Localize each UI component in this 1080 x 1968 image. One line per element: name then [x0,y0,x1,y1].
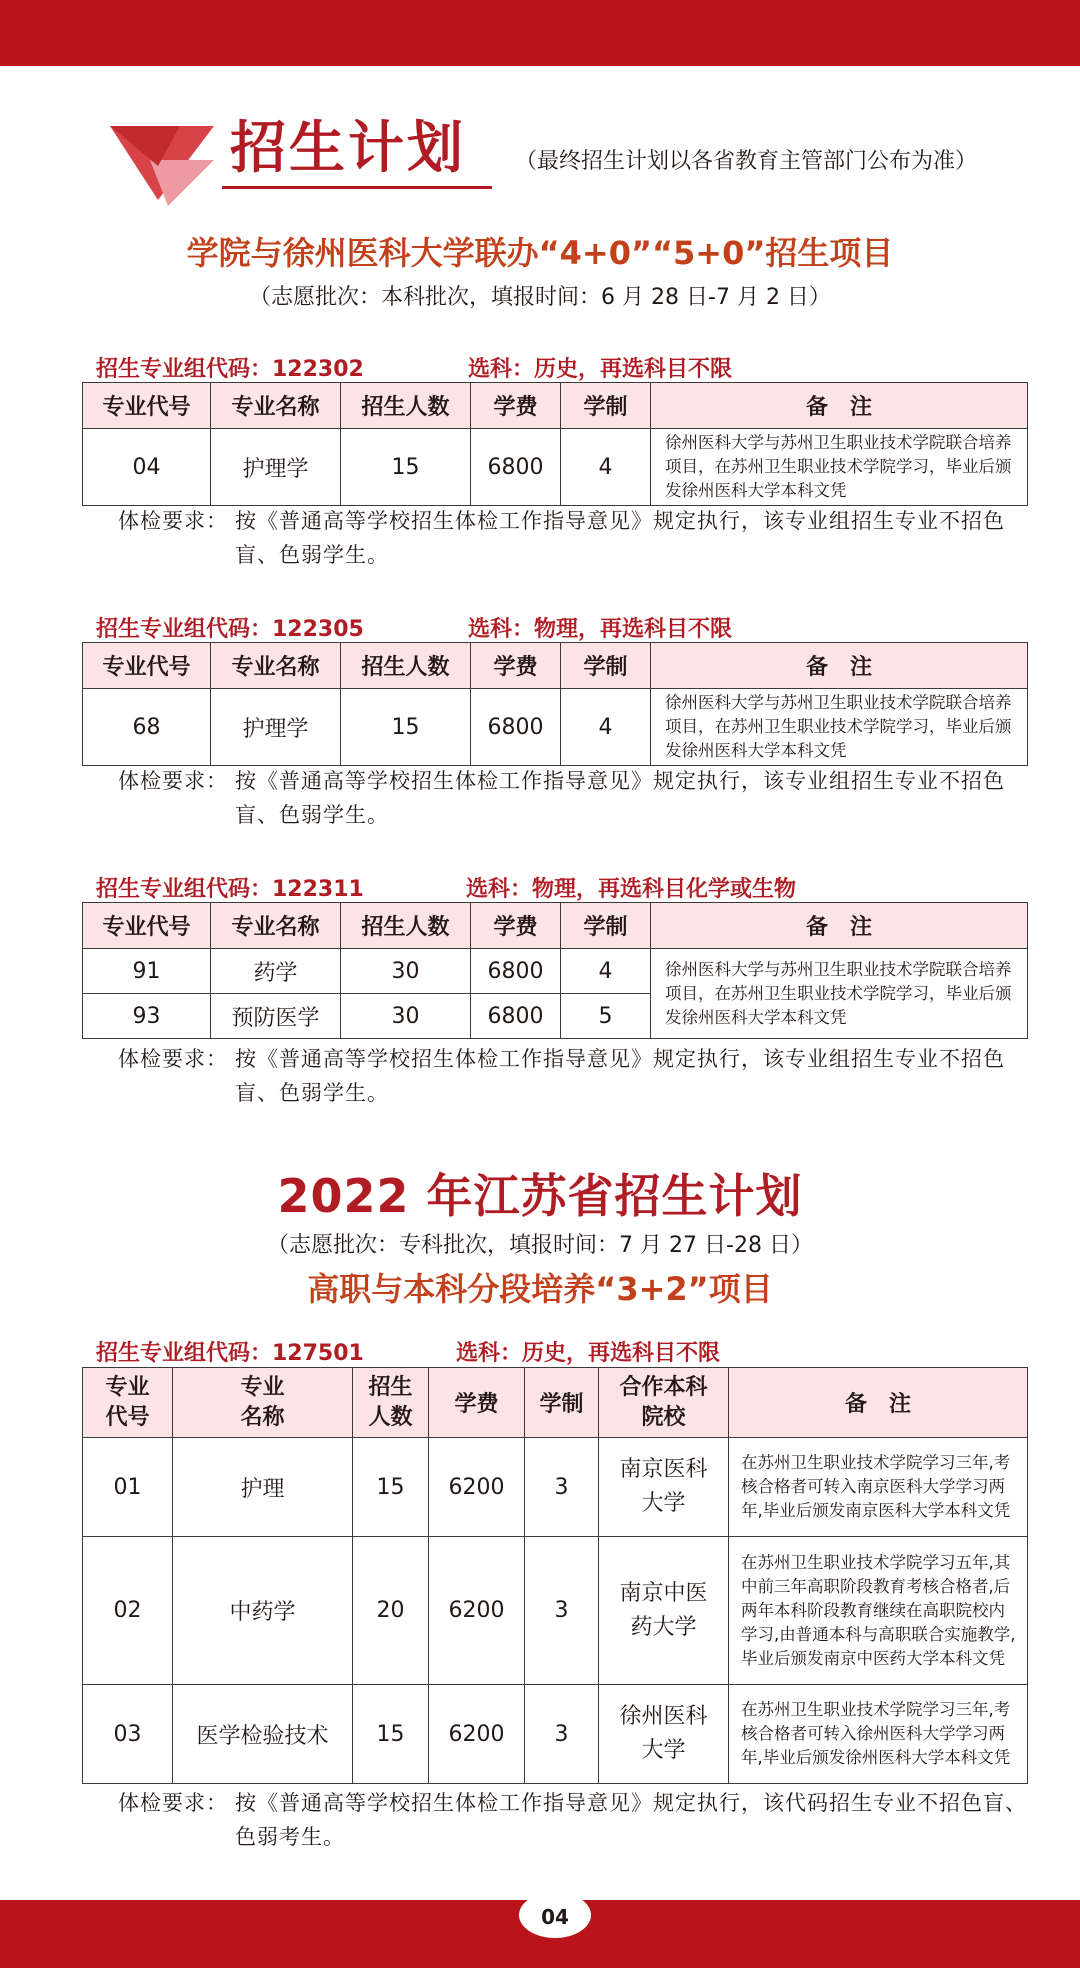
cell-note: 在苏州卫生职业技术学院学习五年,其中前三年高职阶段教育考核合格者,后两年本科阶段教育继续在高职院校内学习,由普通本科与高职联合实施教学,毕业后颁发南京中医药大学本科文凭 [729,1537,1028,1685]
requirement-text: 按《普通高等学校招生体检工作指导意见》规定执行，该专业组招生专业不招色盲、色弱学生。 [235,509,1005,567]
group-code-label: 招生专业组代码：127501 [96,1341,364,1366]
title-underline [222,186,492,189]
plan-table-127501 [82,1367,1028,1784]
col-header: 招生人数 [341,643,471,689]
cell-name: 护理学 [211,689,341,766]
subject-requirement: 选科：历史，再选科目不限 [468,357,733,382]
cell-code: 68 [83,689,211,766]
cell-note: 徐州医科大学与苏州卫生职业技术学院联合培养项目，在苏州卫生职业技术学院学习，毕业后颁发徐州医科大学本科文凭 [651,949,1028,1039]
col-header: 学制 [561,643,651,689]
col-header [353,1368,429,1438]
plan-table-122305 [82,642,1028,766]
cell-name: 护理 [173,1438,353,1537]
col-header: 备 注 [651,903,1028,949]
cell-name: 预防医学 [211,994,341,1039]
requirement-text: 按《普通高等学校招生体检工作指导意见》规定执行，该专业组招生专业不招色盲、色弱学生。 [235,769,1005,827]
requirement-label: 体检要求： [118,509,228,533]
group-code-122305 [96,612,733,643]
cell-name: 药学 [211,949,341,994]
cell-count: 15 [353,1438,429,1537]
header-line: 招生 [368,1374,413,1400]
cell-code: 91 [83,949,211,994]
section2-subtitle: （志愿批次：专科批次，填报时间：7 月 27 日-28 日） [267,1233,813,1258]
cell-count: 15 [341,429,471,506]
cell-count: 30 [341,994,471,1039]
table-row [83,1685,1028,1784]
cell-count: 30 [341,949,471,994]
cell-count: 15 [341,689,471,766]
col-header: 学制 [561,383,651,429]
cell-code: 01 [83,1438,173,1537]
year-plan-title: 2022 年江苏省招生计划 [277,1169,803,1223]
cell-years: 3 [525,1685,599,1784]
header-line: 代号 [105,1404,150,1430]
col-header: 学费 [471,383,561,429]
cell-years: 5 [561,994,651,1039]
cell-years: 4 [561,689,651,766]
col-header: 专业名称 [211,643,341,689]
col-header: 备 注 [651,643,1028,689]
cell-partner: 南京中医药大学 [599,1537,729,1685]
col-header [599,1368,729,1438]
table-row [83,1537,1028,1685]
cell-code: 03 [83,1685,173,1784]
col-header: 招生人数 [341,383,471,429]
col-header: 学制 [561,903,651,949]
cell-code: 93 [83,994,211,1039]
cell-fee: 6200 [429,1438,525,1537]
col-header: 专业名称 [211,383,341,429]
requirement-label: 体检要求： [118,769,228,793]
cell-fee: 6800 [471,689,561,766]
header-note: （最终招生计划以各省教育主管部门公布为准） [515,149,978,174]
col-header: 专业代号 [83,383,211,429]
col-header: 专业名称 [211,903,341,949]
group-code-122311 [96,872,797,903]
table-row [83,1438,1028,1537]
header-line: 院校 [641,1404,686,1430]
subject-requirement: 选科：历史，再选科目不限 [456,1341,721,1366]
header-line: 人数 [368,1404,413,1430]
col-header: 专业代号 [83,643,211,689]
col-header: 备 注 [651,383,1028,429]
col-header [83,1368,173,1438]
col-header: 学费 [471,903,561,949]
cell-name: 中药学 [173,1537,353,1685]
cell-partner: 南京医科大学 [599,1438,729,1537]
cell-years: 4 [561,429,651,506]
group-code-label: 招生专业组代码：122305 [96,617,364,642]
section2-title: 高职与本科分段培养“3+2”项目 [307,1270,773,1308]
section1-title: 学院与徐州医科大学联办“4+0”“5+0”招生项目 [186,234,894,272]
requirement-text: 按《普通高等学校招生体检工作指导意见》规定执行，该代码招生专业不招色盲、色弱考生。 [235,1791,1027,1849]
cell-code: 02 [83,1537,173,1685]
plan-table-122311 [82,902,1028,1039]
header-line: 专业 [240,1374,285,1400]
col-header: 备 注 [729,1368,1028,1438]
cell-count: 15 [353,1685,429,1784]
triangle-logo-icon [110,126,214,210]
cell-count: 20 [353,1537,429,1685]
page-number: 04 [519,1892,591,1938]
cell-note: 在苏州卫生职业技术学院学习三年,考核合格者可转入南京医科大学学习两年,毕业后颁发南京医科大学本科文凭 [729,1438,1028,1537]
table-row [83,949,1028,994]
cell-years: 4 [561,949,651,994]
col-header: 学制 [525,1368,599,1438]
cell-fee: 6200 [429,1685,525,1784]
group-code-122302 [96,352,733,383]
cell-name: 医学检验技术 [173,1685,353,1784]
group-code-label: 招生专业组代码：122311 [96,877,364,902]
group-code-label: 招生专业组代码：122302 [96,357,364,382]
cell-fee: 6800 [471,949,561,994]
section1-subtitle: （志愿批次：本科批次，填报时间：6 月 28 日-7 月 2 日） [249,285,831,310]
col-header: 招生人数 [341,903,471,949]
page-title: 招生计划 [230,116,466,181]
cell-fee: 6800 [471,994,561,1039]
cell-note: 在苏州卫生职业技术学院学习三年,考核合格者可转入徐州医科大学学习两年,毕业后颁发徐州医科大学本科文凭 [729,1685,1028,1784]
top-banner [0,0,1080,66]
subject-requirement: 选科：物理，再选科目不限 [468,617,733,642]
cell-note: 徐州医科大学与苏州卫生职业技术学院联合培养项目，在苏州卫生职业技术学院学习，毕业后颁发徐州医科大学本科文凭 [651,689,1028,766]
requirement-label: 体检要求： [118,1791,228,1815]
cell-fee: 6200 [429,1537,525,1685]
table-row [83,429,1028,506]
col-header: 专业代号 [83,903,211,949]
cell-name: 护理学 [211,429,341,506]
header-line: 名称 [240,1404,285,1430]
plan-table-122302 [82,382,1028,506]
cell-fee: 6800 [471,429,561,506]
cell-years: 3 [525,1537,599,1685]
cell-code: 04 [83,429,211,506]
requirement-text: 按《普通高等学校招生体检工作指导意见》规定执行，该专业组招生专业不招色盲、色弱学生。 [235,1047,1005,1105]
header-line: 合作本科 [619,1374,708,1400]
col-header [173,1368,353,1438]
subject-requirement: 选科：物理，再选科目化学或生物 [466,877,797,902]
cell-note: 徐州医科大学与苏州卫生职业技术学院联合培养项目，在苏州卫生职业技术学院学习，毕业后颁发徐州医科大学本科文凭 [651,429,1028,506]
group-code-127501 [96,1336,721,1367]
requirement-label: 体检要求： [118,1047,228,1071]
header-line: 专业 [105,1374,150,1400]
col-header: 学费 [471,643,561,689]
cell-partner: 徐州医科大学 [599,1685,729,1784]
col-header: 学费 [429,1368,525,1438]
table-row [83,689,1028,766]
cell-years: 3 [525,1438,599,1537]
